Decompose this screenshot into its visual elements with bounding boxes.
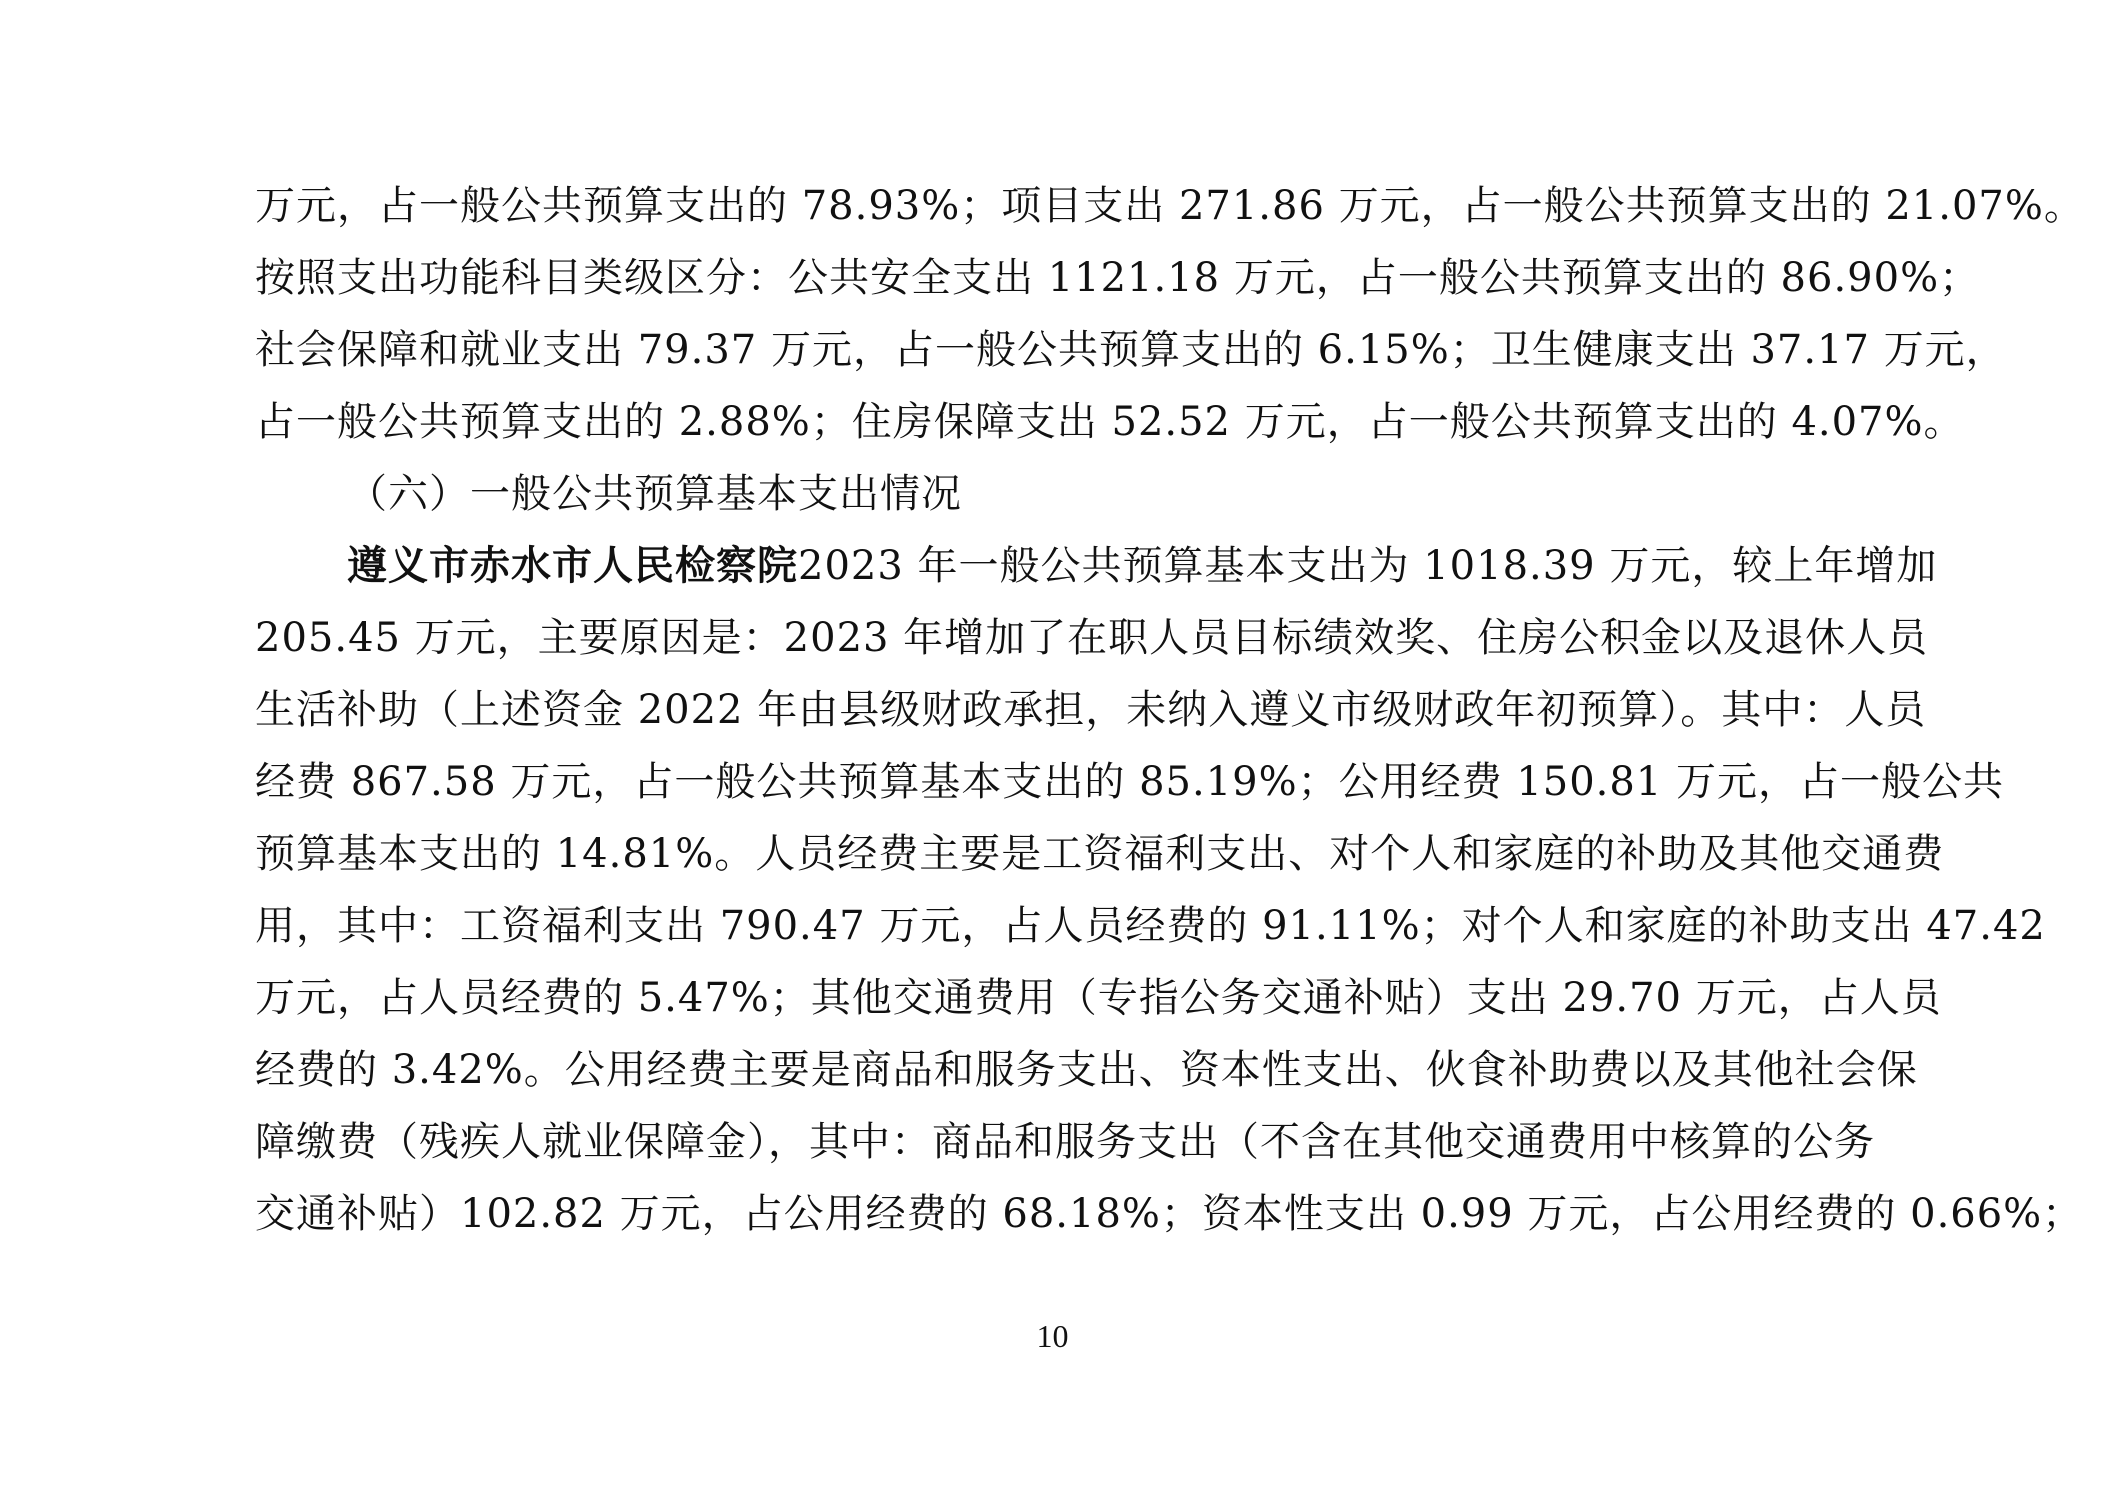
- paragraph-line: 万元，占人员经费的 5.47%；其他交通费用（专指公务交通补贴）支出 29.70 万元，占人员: [255, 975, 1942, 1021]
- section-heading: （六）一般公共预算基本支出情况: [347, 471, 962, 517]
- paragraph-line: 生活补助（上述资金 2022 年由县级财政承担，未纳入遵义市级财政年初预算）。其中：人员: [255, 687, 1927, 733]
- paragraph-line: 障缴费（残疾人就业保障金），其中：商品和服务支出（不含在其他交通费用中核算的公务: [255, 1119, 1875, 1165]
- paragraph-first-line: [255, 530, 1938, 602]
- paragraph-line: 万元，占一般公共预算支出的 78.93%；项目支出 271.86 万元，占一般公共预算支出的 21.07%。: [255, 183, 2085, 229]
- paragraph-line: 205.45 万元，主要原因是：2023 年增加了在职人员目标绩效奖、住房公积金以及退休人员: [255, 615, 1929, 661]
- paragraph-line: 预算基本支出的 14.81%。人员经费主要是工资福利支出、对个人和家庭的补助及其他交通费: [255, 831, 1945, 877]
- paragraph-line-rest: 2023 年一般公共预算基本支出为 1018.39 万元，较上年增加: [798, 543, 1938, 589]
- organization-name: 遵义市赤水市人民检察院: [347, 542, 798, 589]
- paragraph-line: 经费 867.58 万元，占一般公共预算基本支出的 85.19%；公用经费 150.81 万元，占一般公共: [255, 759, 2005, 805]
- paragraph-line: 社会保障和就业支出 79.37 万元，占一般公共预算支出的 6.15%；卫生健康支出 37.17 万元，: [255, 327, 2007, 373]
- paragraph-line: 按照支出功能科目类级区分：公共安全支出 1121.18 万元，占一般公共预算支出的 86.90%；: [255, 255, 1981, 301]
- paragraph-line: 占一般公共预算支出的 2.88%；住房保障支出 52.52 万元，占一般公共预算支出的 4.07%。: [255, 399, 1965, 445]
- paragraph-line: 用，其中：工资福利支出 790.47 万元，占人员经费的 91.11%；对个人和家庭的补助支出 47.42: [255, 903, 2046, 949]
- paragraph-line: 经费的 3.42%。公用经费主要是商品和服务支出、资本性支出、伙食补助费以及其他社会保: [255, 1047, 1918, 1093]
- page-number: 10: [1036, 1318, 1069, 1354]
- body-text: [255, 170, 2085, 1250]
- paragraph-line: 交通补贴）102.82 万元，占公用经费的 68.18%；资本性支出 0.99 万元，占公用经费的 0.66%；: [255, 1191, 2084, 1237]
